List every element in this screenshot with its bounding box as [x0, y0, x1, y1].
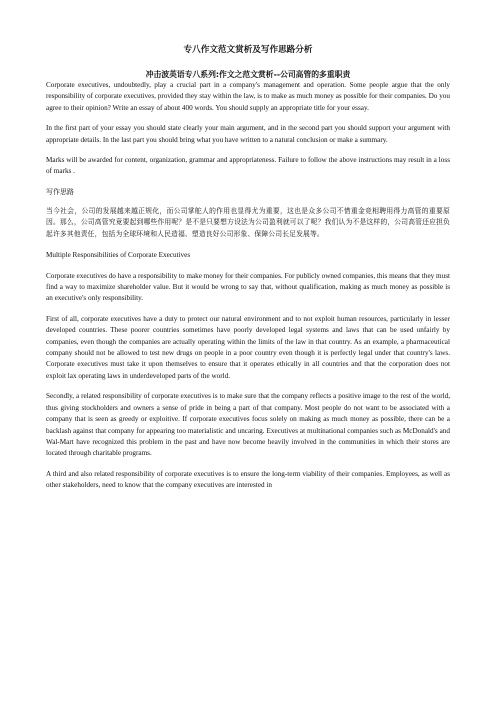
- essay-paragraph-3: Secondly, a related responsibility of corporate executives is to make sure that the company reflects a positive image to the rest of the world, thus giving stockholders and owners a sense of pride in being a part of that company. Most people do not want to be associated with a company that is seen as greedy or exploitive. If corporate executives focus solely on making as much money as possible, there can be a backlash against that company for appearing too materialistic and uncaring. Executives at multinational companies such as McDonald's and Wal-Mart have recognized this problem in the past and have now become heavily involved in the communities in which their stores are located through charitable programs.: [46, 392, 450, 458]
- prompt-paragraph-3: Marks will be awarded for content, organization, grammar and appropriateness. Failure to follow the above instructions may result in a loss of marks .: [46, 156, 450, 176]
- prompt-paragraph-1: Corporate executives, undoubtedly, play a crucial part in a company's management and operation. Some people argue that the only responsibility of corporate executives, provided they stay within the law, is to make as much money as possible for their companies. Do you agree to their opinion? Write an essay of about 400 words. You should supply an appropriate title for your essay.: [46, 81, 450, 112]
- document-subtitle: 冲击波英语专八系列:作文之范文赏析--公司高管的多重职责: [145, 70, 351, 79]
- essay-paragraph-2: First of all, corporate executives have a duty to protect our natural environment and to not exploit human resources, particularly in lesser developed countries. These poorer countries sometimes have poorly developed legal systems and laws that can be used unfairly by companies, even though the companies are actually operating within the limits of the law in that country. As an example, a pharmaceutical company should not be allowed to test new drugs on people in a poor country even though it is perfectly legal under that country's laws. Corporate executives must take it upon themselves to ensure that it operates ethically in all countries and that the corporation does not exploit lax operating laws in underdeveloped parts of the world.: [46, 314, 450, 380]
- prompt-paragraph-2: In the first part of your essay you should state clearly your main argument, and in the second part you should support your argument with appropriate details. In the last part you should bring what you have written to a natural conclusion or make a summary.: [46, 124, 450, 144]
- writing-idea-text: 当今社会，公司的发展越来越正规化，而公司掌舵人的作用也显得尤为重要，这也是众多公司不惜重金竞相聘用得力高管的重要原因。那么，公司高管究竟要起到哪些作用呢？是不是只要想方设法为公司盈利就可以了呢？我们认为不是这样的，公司高管还应担负起许多其他责任，包括为全球环境和人民造福、塑造良好公司形象、保障公司长足发展等。: [46, 206, 450, 239]
- essay-title: Multiple Responsibilities of Corporate Executives: [46, 250, 191, 259]
- writing-idea-heading: 写作思路: [46, 187, 74, 196]
- essay-paragraph-1: Corporate executives do have a responsibility to make money for their companies. For publicly owned companies, this means that they must find a way to maximize shareholder value. But it would be wrong to say that, without qualification, making as much money as possible is an executive's only responsibility.: [46, 271, 451, 303]
- document-title: 专八作文范文赏析及写作思路分析: [183, 45, 313, 55]
- essay-paragraph-4: A third and also related responsibility of corporate executives is to ensure the long-term viability of their companies. Employees, as well as other stakeholders, need to know that the company executives are interested in: [46, 469, 450, 490]
